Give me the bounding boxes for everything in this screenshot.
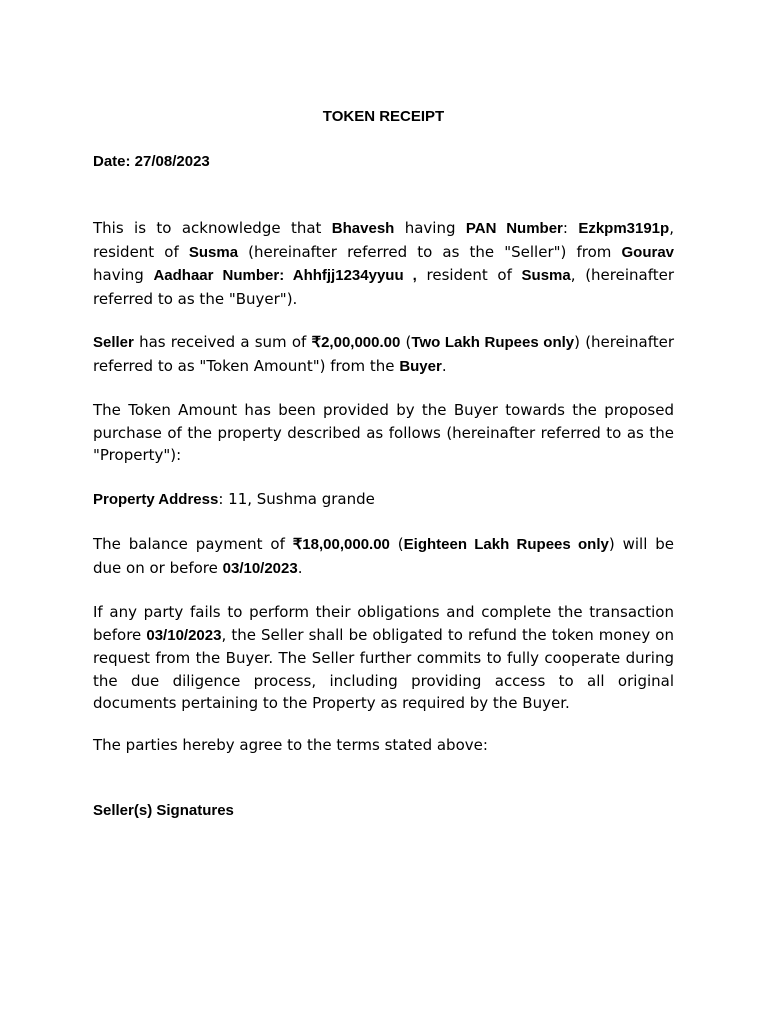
text: , (hereinafter referred to as the "Buyer"). [93,266,675,308]
text: . [441,356,447,375]
acknowledgement-paragraph [93,217,674,310]
text: ) (hereinafter referred to as "Token Amount") from the [93,333,675,375]
text: having [93,266,154,284]
text: The balance payment of [93,535,293,553]
seller-residence: Susma [188,243,239,261]
text: has received a sum of [133,333,312,351]
text: , the Seller shall be obligated to refund the token money on request from the Buyer. The Seller further commits to fully cooperate during the due diligence process, including providing access to all original documents pertaining to the Property as required by the Buyer. [93,625,674,712]
text: having [394,219,466,237]
text: , resident of [93,219,674,261]
text: (hereinafter referred to as the "Seller") from [238,242,622,261]
due-date: 03/10/2023 [222,559,298,577]
text: ( [389,535,404,553]
seller-name: Bhavesh [331,220,395,237]
text: ( [400,333,412,351]
text: ) will be due on or before [93,535,674,577]
document-title: TOKEN RECEIPT [322,108,445,125]
balance-payment-paragraph [93,533,674,580]
text: resident of [416,266,522,284]
agreement-paragraph: The parties hereby agree to the terms stated above: [93,736,488,754]
property-address-label: Property Address [93,491,219,508]
token-amount-paragraph [93,331,674,378]
property-purpose-paragraph: The Token Amount has been provided by the Buyer towards the proposed purchase of the property described as follows (hereinafter referred to as the "Property"): [93,401,674,464]
deadline-date: 03/10/2023 [146,626,222,644]
obligations-paragraph [93,601,674,715]
seller-signatures-heading: Seller(s) Signatures [93,802,234,819]
text: . [297,558,303,577]
token-amount: ₹2,00,000.00 [311,334,401,351]
property-address-value: : 11, Sushma grande [218,490,375,508]
property-address-paragraph [93,488,674,512]
balance-amount-words: Eighteen Lakh Rupees only [403,536,609,553]
buyer-residence: Susma [521,267,571,284]
token-amount-words: Two Lakh Rupees only [411,334,575,351]
pan-label: PAN Number [465,220,563,237]
aadhaar-number: Aadhaar Number: Ahhfjj1234yyuu , [153,267,417,284]
seller-term: Seller [93,334,134,351]
buyer-name: Gourav [621,243,674,261]
text: This is to acknowledge that [93,219,332,237]
text: : [562,219,579,237]
pan-value: Ezkpm3191p [578,220,670,237]
balance-amount: ₹18,00,000.00 [292,536,390,553]
buyer-term: Buyer [399,357,442,375]
receipt-date: Date: 27/08/2023 [93,153,210,170]
text: If any party fails to perform their obligations and complete the transaction before [93,603,674,644]
